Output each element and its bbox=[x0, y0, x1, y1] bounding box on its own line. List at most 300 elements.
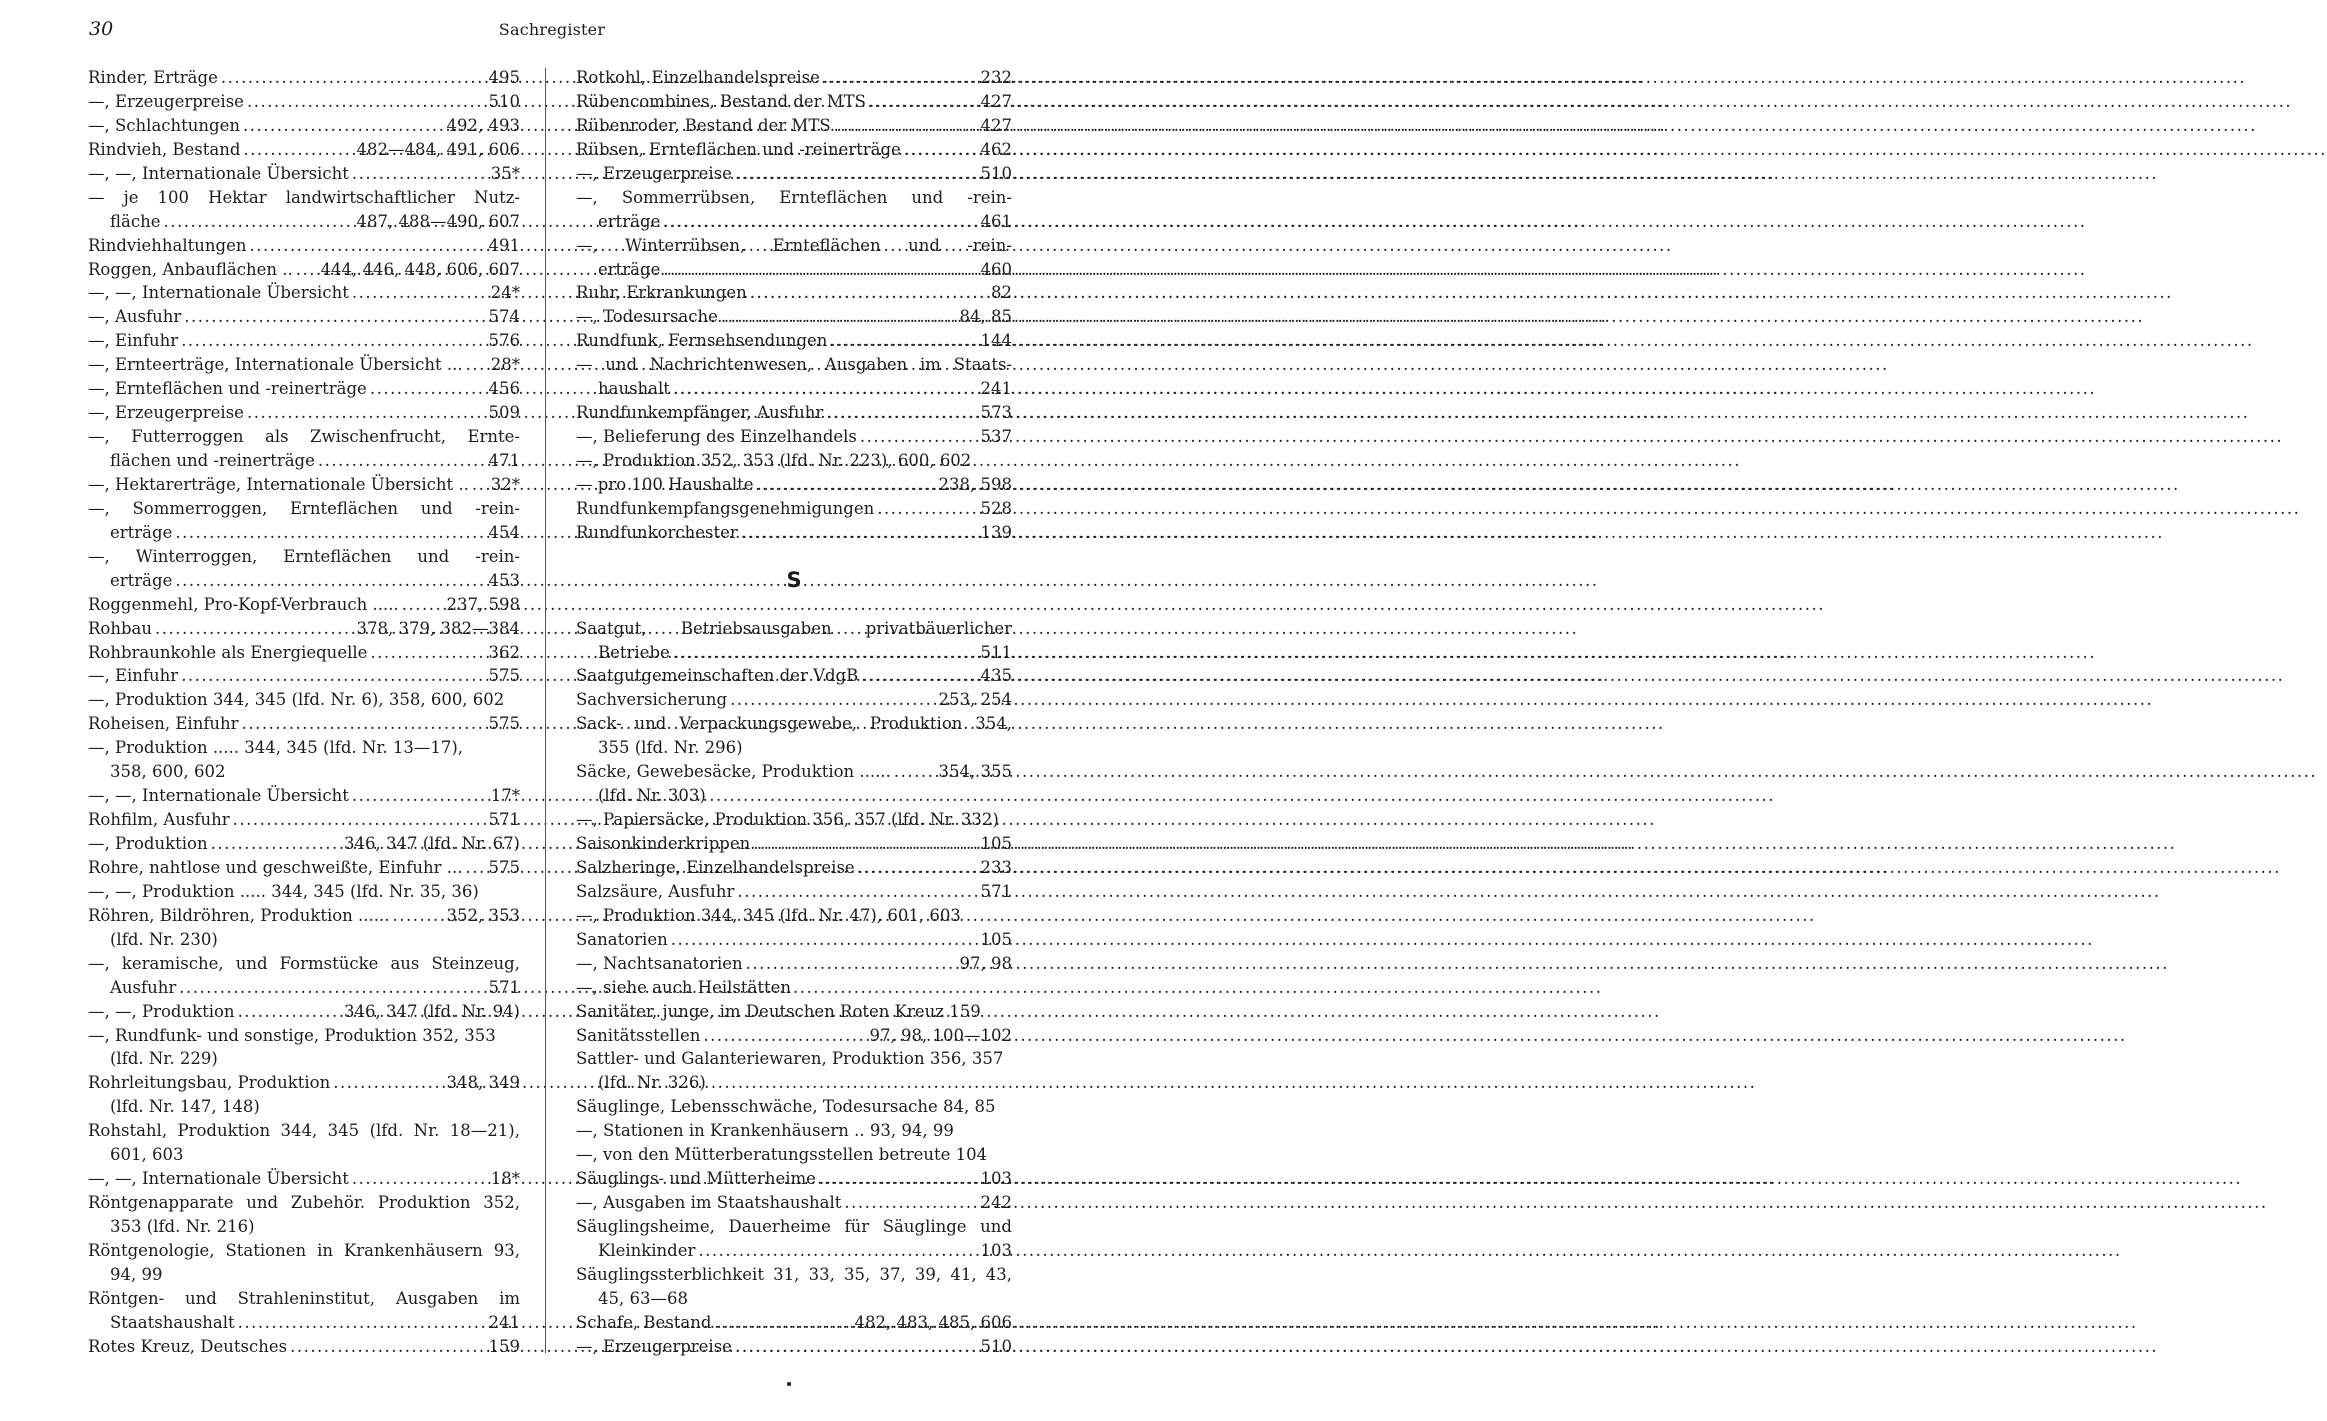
index-entry bbox=[88, 712, 520, 736]
index-entry bbox=[576, 1311, 1012, 1335]
dot-leader bbox=[181, 305, 488, 329]
dot-leader bbox=[695, 1239, 980, 1263]
entry-term: (lfd. Nr. 147, 148) bbox=[110, 1097, 260, 1117]
running-title: Sachregister bbox=[498, 20, 606, 39]
dot-leader bbox=[367, 641, 488, 665]
entry-term: —, —, Produktion bbox=[88, 1001, 235, 1021]
index-entry bbox=[576, 808, 1012, 832]
entry-term: erträge bbox=[110, 522, 173, 542]
entry-term: —, Einfuhr bbox=[88, 666, 179, 686]
dot-leader bbox=[700, 1024, 869, 1048]
entry-term: Röntgenapparate und Zubehör. Produktion 352, bbox=[88, 1193, 520, 1213]
entry-term: —, Einfuhr bbox=[88, 331, 179, 351]
index-entry bbox=[88, 281, 520, 305]
index-entry bbox=[88, 1071, 520, 1095]
entry-term: erträge bbox=[598, 259, 661, 279]
page-reference: 453 bbox=[488, 570, 520, 590]
index-entry bbox=[88, 1024, 520, 1048]
entry-term: Salzsäure, Ausfuhr bbox=[576, 881, 735, 901]
index-entry bbox=[576, 856, 1012, 880]
index-entry bbox=[576, 1095, 1012, 1119]
entry-term: Rotes Kreuz, Deutsches bbox=[88, 1336, 288, 1356]
entry-term: 45, 63—68 bbox=[598, 1288, 688, 1308]
dot-leader bbox=[240, 114, 447, 138]
page-reference: 139 bbox=[980, 522, 1012, 542]
entry-term: —, Ausfuhr bbox=[88, 307, 182, 327]
index-entry-continuation bbox=[576, 210, 1012, 234]
entry-term: Roheisen, Einfuhr bbox=[88, 714, 239, 734]
index-entry bbox=[576, 449, 1012, 473]
dot-leader bbox=[827, 329, 980, 353]
page-reference: 471 bbox=[488, 451, 520, 470]
entry-term: Rohrleitungsbau, Produktion bbox=[88, 1073, 331, 1093]
dot-leader bbox=[349, 162, 491, 186]
page-reference: 487, 488—490, 607 bbox=[356, 211, 520, 231]
entry-term: Staatshaushalt bbox=[110, 1312, 235, 1332]
entry-term: —, Todesursache bbox=[576, 307, 718, 327]
entry-term: —, Winterroggen, Ernteflächen und -rein- bbox=[88, 546, 520, 566]
dot-leader bbox=[246, 234, 488, 258]
entry-term: (lfd. Nr. 303) bbox=[598, 786, 706, 806]
page-reference: 17* bbox=[490, 786, 520, 806]
index-entry bbox=[576, 186, 1012, 210]
entry-term: Rundfunkempfänger, Ausfuhr bbox=[576, 403, 824, 423]
entry-term: —, Ernteflächen und -reinerträge bbox=[88, 379, 367, 399]
entry-term: 353 (lfd. Nr. 216) bbox=[110, 1217, 255, 1236]
dot-leader bbox=[891, 760, 939, 784]
index-entry-continuation bbox=[88, 1215, 520, 1239]
index-entry bbox=[576, 305, 1012, 329]
index-entry bbox=[88, 473, 520, 497]
entry-term: Rundfunkorchester bbox=[576, 522, 738, 542]
entry-term: fläche bbox=[110, 211, 161, 231]
dot-leader bbox=[349, 1167, 491, 1191]
page-reference: 105 bbox=[980, 929, 1012, 949]
dot-leader bbox=[734, 880, 980, 904]
index-entry bbox=[88, 1335, 520, 1359]
dot-leader bbox=[660, 210, 980, 234]
entry-term: —, Erzeugerpreise bbox=[88, 91, 244, 111]
index-entry-continuation bbox=[88, 976, 520, 1000]
index-entry bbox=[88, 808, 520, 832]
index-entry-continuation bbox=[576, 1071, 1012, 1095]
dot-leader bbox=[463, 856, 489, 880]
index-entry bbox=[576, 1047, 1012, 1071]
dot-leader bbox=[160, 210, 356, 234]
entry-term: —, von den Mütterberatungsstellen betreute 104 bbox=[576, 1145, 988, 1165]
entry-term: —, Stationen in Krankenhäusern .. 93, 94, 99 bbox=[576, 1121, 954, 1141]
page-reference: 28* bbox=[490, 355, 520, 375]
index-entry-continuation bbox=[576, 784, 1012, 808]
index-entry bbox=[88, 904, 520, 928]
dot-leader bbox=[349, 281, 491, 305]
entry-term: —, Erzeugerpreise bbox=[576, 1336, 732, 1356]
dot-leader bbox=[660, 258, 980, 282]
entry-term: Sattler- und Galanteriewaren, Produktion 356, 357 bbox=[576, 1049, 1004, 1069]
entry-term: (lfd. Nr. 230) bbox=[110, 929, 218, 949]
entry-term: Rinder, Erträge bbox=[88, 68, 218, 87]
page-reference: 461 bbox=[980, 211, 1012, 231]
stray-dot-mark bbox=[787, 1382, 791, 1386]
index-entry bbox=[88, 114, 520, 138]
page-reference: 354, 355 bbox=[938, 762, 1012, 782]
index-entry-continuation bbox=[88, 569, 520, 593]
dot-leader bbox=[390, 904, 447, 928]
entry-term: —, —, Internationale Übersicht bbox=[88, 1169, 349, 1189]
entry-term: Säuglingssterblichkeit 31, 33, 35, 37, 39, 41, 43, bbox=[576, 1264, 1012, 1284]
dot-leader bbox=[178, 664, 488, 688]
entry-term: Kleinkinder bbox=[598, 1240, 696, 1260]
index-entry-continuation bbox=[576, 377, 1012, 401]
page-reference: 435 bbox=[980, 666, 1012, 686]
page-number: 30 bbox=[89, 18, 114, 40]
page-reference: 84, 85 bbox=[959, 307, 1012, 327]
index-entry bbox=[576, 1191, 1012, 1215]
index-entry bbox=[88, 736, 520, 760]
index-entry bbox=[576, 281, 1012, 305]
index-entry-continuation bbox=[88, 1263, 520, 1287]
dot-leader bbox=[235, 1311, 489, 1335]
entry-term: Säuglings- und Mütterheime bbox=[576, 1169, 816, 1189]
entry-term: Rohstahl, Produktion 344, 345 (lfd. Nr. 18—21), bbox=[88, 1121, 520, 1141]
page-reference: 528 bbox=[980, 498, 1012, 518]
entry-term: —, siehe auch Heilstätten bbox=[576, 977, 792, 997]
page-reference: 97, 98 bbox=[959, 953, 1012, 973]
entry-term: Röntgen- und Strahleninstitut, Ausgaben im bbox=[88, 1288, 520, 1308]
entry-term: erträge bbox=[110, 570, 173, 590]
index-entry bbox=[88, 258, 520, 282]
index-entry-continuation bbox=[576, 1239, 1012, 1263]
page-reference: 105 bbox=[980, 834, 1012, 854]
index-entry bbox=[576, 114, 1012, 138]
index-entry bbox=[576, 760, 1012, 784]
index-entry bbox=[576, 497, 1012, 521]
index-entry bbox=[88, 952, 520, 976]
index-entry bbox=[576, 928, 1012, 952]
page-reference: 571 bbox=[488, 810, 520, 830]
entry-term: erträge bbox=[598, 211, 661, 231]
index-entry bbox=[576, 1119, 1012, 1143]
index-entry bbox=[576, 688, 1012, 712]
entry-term: —, Futterroggen als Zwischenfrucht, Ernte- bbox=[88, 427, 520, 447]
index-entry-continuation bbox=[88, 928, 520, 952]
index-entry bbox=[88, 1119, 520, 1143]
page-reference: 491 bbox=[488, 235, 520, 255]
index-entry bbox=[576, 1000, 1012, 1024]
index-entry bbox=[576, 1143, 1012, 1167]
entry-term: —, —, Internationale Übersicht bbox=[88, 786, 349, 806]
page-reference: 460 bbox=[980, 259, 1012, 279]
dot-leader bbox=[230, 808, 489, 832]
page-reference: 495 bbox=[488, 68, 520, 87]
letter-heading: S bbox=[786, 567, 802, 592]
entry-term: Rübsen, Ernteflächen und -reinerträge bbox=[576, 139, 901, 159]
dot-leader bbox=[747, 281, 991, 305]
entry-term: Saisonkinderkrippen bbox=[576, 834, 751, 854]
dot-leader bbox=[287, 1335, 488, 1359]
page-reference: 454 bbox=[488, 522, 520, 542]
entry-term: —, keramische, und Formstücke aus Steinzeug, bbox=[88, 953, 520, 973]
dot-leader bbox=[841, 1191, 980, 1215]
entry-term: —, Hektarerträge, Internationale Übersicht .. bbox=[88, 474, 469, 494]
entry-term: Rübenroder, Bestand der MTS bbox=[576, 115, 831, 135]
entry-term: 94, 99 bbox=[110, 1264, 163, 1284]
entry-term: Salzheringe, Einzelhandelspreise bbox=[576, 857, 855, 877]
entry-term: haushalt bbox=[598, 379, 670, 399]
index-entry bbox=[88, 1167, 520, 1191]
page-reference: 462 bbox=[980, 139, 1012, 159]
page-reference: 233 bbox=[980, 857, 1012, 877]
index-entry bbox=[576, 90, 1012, 114]
page-reference: 18* bbox=[490, 1169, 520, 1189]
dot-leader bbox=[469, 473, 491, 497]
dot-leader bbox=[208, 832, 344, 856]
page-reference: 35* bbox=[490, 163, 520, 183]
index-entry bbox=[88, 377, 520, 401]
index-entry bbox=[576, 401, 1012, 425]
page-reference: 444, 446, 448, 606, 607 bbox=[320, 259, 520, 279]
page-reference: 427 bbox=[980, 91, 1012, 111]
index-entry bbox=[88, 186, 520, 210]
dot-leader bbox=[244, 90, 489, 114]
dot-leader bbox=[235, 1000, 344, 1024]
index-entry bbox=[576, 712, 1012, 736]
index-entry bbox=[88, 688, 520, 712]
dot-leader bbox=[172, 521, 488, 545]
dot-leader bbox=[750, 832, 980, 856]
index-entry bbox=[88, 641, 520, 665]
index-entry-continuation bbox=[88, 210, 520, 234]
index-entry bbox=[576, 473, 1012, 497]
entry-term: —, Nachtsanatorien bbox=[576, 953, 743, 973]
dot-leader bbox=[855, 856, 981, 880]
page-reference: 571 bbox=[980, 881, 1012, 901]
index-entry bbox=[88, 162, 520, 186]
index-entry bbox=[88, 234, 520, 258]
dot-leader bbox=[866, 90, 981, 114]
page-reference: 510 bbox=[980, 163, 1012, 183]
entry-term: Sanitäter, junge, im Deutschen Roten Kreuz 159 bbox=[576, 1001, 981, 1021]
entry-term: 358, 600, 602 bbox=[110, 762, 226, 782]
index-entry bbox=[88, 329, 520, 353]
page-reference: 427 bbox=[980, 115, 1012, 135]
index-column-left bbox=[88, 66, 520, 1359]
index-entry-continuation bbox=[576, 258, 1012, 282]
page-reference: 24* bbox=[490, 283, 520, 303]
page-reference: 509 bbox=[488, 403, 520, 423]
entry-term: 355 (lfd. Nr. 296) bbox=[598, 738, 743, 758]
entry-term: —, Produktion bbox=[88, 834, 208, 853]
entry-term: Saatgutgemeinschaften der VdgB bbox=[576, 666, 859, 686]
entry-term: —, Rundfunk- und sonstige, Produktion 352, 353 bbox=[88, 1025, 496, 1045]
index-entry bbox=[88, 90, 520, 114]
page-reference: 492, 493 bbox=[446, 115, 520, 135]
index-entry-continuation bbox=[576, 736, 1012, 760]
dot-leader bbox=[754, 473, 939, 497]
dot-leader bbox=[820, 66, 981, 90]
dot-leader bbox=[711, 1311, 854, 1335]
entry-term: Saatgut, Betriebsausgaben privatbäuerlicher bbox=[576, 618, 1012, 638]
entry-term: Schafe, Bestand bbox=[576, 1312, 712, 1332]
dot-leader bbox=[727, 688, 938, 712]
dot-leader bbox=[293, 258, 321, 282]
index-entry bbox=[576, 162, 1012, 186]
index-entry bbox=[88, 880, 520, 904]
entry-term: Rohbraunkohle als Energiequelle bbox=[88, 642, 368, 662]
index-entry bbox=[576, 952, 1012, 976]
index-entry-continuation bbox=[576, 1287, 1012, 1311]
dot-leader bbox=[244, 401, 489, 425]
dot-leader bbox=[858, 664, 980, 688]
entry-term: —, Papiersäcke, Produktion 356, 357 (lfd. Nr. 332) bbox=[576, 810, 999, 830]
entry-term: Ruhr, Erkrankungen bbox=[576, 283, 747, 303]
entry-term: —, —, Produktion ..... 344, 345 (lfd. Nr. 35, 36) bbox=[88, 881, 479, 901]
page-reference: 103 bbox=[980, 1169, 1012, 1189]
entry-term: flächen und -reinerträge bbox=[110, 451, 315, 470]
entry-term: Rohre, nahtlose und geschweißte, Einfuhr ... bbox=[88, 857, 463, 877]
entry-term: Ausfuhr bbox=[110, 977, 177, 997]
dot-leader bbox=[178, 329, 488, 353]
page-reference: 238, 598 bbox=[938, 474, 1012, 494]
dot-leader bbox=[831, 114, 981, 138]
index-entry bbox=[576, 353, 1012, 377]
dot-leader bbox=[670, 377, 981, 401]
dot-leader bbox=[315, 449, 489, 473]
page-reference: 237, 598 bbox=[446, 594, 520, 614]
index-entry-continuation bbox=[88, 1143, 520, 1167]
dot-leader bbox=[874, 497, 980, 521]
entry-term: Rundfunk, Fernsehsendungen bbox=[576, 331, 828, 351]
entry-term: — je 100 Hektar landwirtschaftlicher Nutz- bbox=[88, 187, 520, 207]
index-entry bbox=[576, 234, 1012, 258]
page-reference: 82 bbox=[991, 283, 1012, 303]
entry-term: Betriebe bbox=[598, 642, 670, 662]
index-entry bbox=[88, 784, 520, 808]
entry-term: Röntgenologie, Stationen in Krankenhäusern 93, bbox=[88, 1240, 520, 1260]
entry-term: — und Nachrichtenwesen, Ausgaben im Staats- bbox=[576, 355, 1012, 375]
page-reference: 510 bbox=[980, 1336, 1012, 1356]
page-reference: 482, 483, 485, 606 bbox=[854, 1312, 1012, 1332]
entry-term: —, Ausgaben im Staatshaushalt bbox=[576, 1193, 842, 1213]
dot-leader bbox=[349, 784, 491, 808]
dot-leader bbox=[239, 712, 489, 736]
page-reference: 456 bbox=[488, 379, 520, 399]
index-column-right bbox=[576, 66, 1012, 1359]
dot-leader bbox=[732, 1335, 981, 1359]
index-entry-continuation bbox=[88, 449, 520, 473]
dot-leader bbox=[330, 1071, 446, 1095]
index-entry bbox=[576, 664, 1012, 688]
entry-term: —, —, Internationale Übersicht bbox=[88, 283, 349, 303]
index-entry bbox=[88, 401, 520, 425]
page-reference: 482—484, 491, 606 bbox=[356, 139, 520, 159]
entry-term: —, Ernteerträge, Internationale Übersicht ... bbox=[88, 355, 463, 375]
index-entry bbox=[88, 425, 520, 449]
page-reference: 242 bbox=[980, 1193, 1012, 1213]
page-reference: 348, 349 bbox=[446, 1073, 520, 1093]
index-entry-continuation bbox=[88, 521, 520, 545]
index-entry bbox=[88, 1287, 520, 1311]
entry-term: —, Belieferung des Einzelhandels bbox=[576, 427, 857, 447]
page-reference: 159 bbox=[488, 1336, 520, 1356]
entry-term: (lfd. Nr. 229) bbox=[110, 1049, 218, 1069]
entry-term: —, Produktion 352, 353 (lfd. Nr. 223), 600, 602 bbox=[576, 451, 972, 470]
dot-leader bbox=[816, 1167, 981, 1191]
entry-term: 601, 603 bbox=[110, 1145, 184, 1165]
index-entry bbox=[576, 904, 1012, 928]
index-entry bbox=[88, 593, 520, 617]
dot-leader bbox=[176, 976, 488, 1000]
dot-leader bbox=[718, 305, 960, 329]
entry-term: —, Winterrübsen, Ernteflächen und -rein- bbox=[576, 235, 1012, 255]
dot-leader bbox=[670, 641, 981, 665]
index-entry bbox=[88, 664, 520, 688]
entry-term: —, Erzeugerpreise bbox=[576, 163, 732, 183]
index-entry-continuation bbox=[88, 1047, 520, 1071]
index-entry bbox=[88, 545, 520, 569]
entry-term: —, Sommerrübsen, Ernteflächen und -rein- bbox=[576, 187, 1012, 207]
dot-leader bbox=[152, 617, 357, 641]
dot-leader bbox=[901, 138, 981, 162]
index-entry bbox=[576, 617, 1012, 641]
dot-leader bbox=[668, 928, 981, 952]
dot-leader bbox=[367, 377, 489, 401]
dot-leader bbox=[172, 569, 488, 593]
index-entry bbox=[576, 1335, 1012, 1359]
page-reference: 575 bbox=[488, 666, 520, 686]
dot-leader bbox=[218, 66, 489, 90]
index-entry-continuation bbox=[88, 1095, 520, 1119]
entry-term: Säcke, Gewebesäcke, Produktion ...... bbox=[576, 762, 891, 782]
page-reference: 537 bbox=[980, 427, 1012, 447]
index-entry bbox=[576, 521, 1012, 545]
index-entry bbox=[576, 1167, 1012, 1191]
index-entry-continuation bbox=[576, 641, 1012, 665]
page-reference: 241 bbox=[488, 1312, 520, 1332]
entry-term: Säuglingsheime, Dauerheime für Säuglinge und bbox=[576, 1217, 1012, 1237]
entry-term: Sachversicherung bbox=[576, 690, 728, 710]
dot-leader bbox=[857, 425, 981, 449]
entry-term: —, Produktion 344, 345 (lfd. Nr. 6), 358, 600, 602 bbox=[88, 690, 505, 710]
entry-term: —, —, Internationale Übersicht bbox=[88, 163, 349, 183]
page-reference: 253, 254 bbox=[938, 690, 1012, 710]
index-entry-continuation bbox=[88, 760, 520, 784]
entry-term: —, Erzeugerpreise bbox=[88, 403, 244, 423]
index-entry bbox=[576, 880, 1012, 904]
entry-term: Sanitätsstellen bbox=[576, 1025, 701, 1045]
dot-leader bbox=[399, 593, 447, 617]
index-entry bbox=[576, 138, 1012, 162]
entry-term: —, Produktion 344, 345 (lfd. Nr. 47), 601, 603 bbox=[576, 905, 961, 925]
index-entry bbox=[576, 425, 1012, 449]
index-entry bbox=[88, 305, 520, 329]
entry-term: Sanatorien bbox=[576, 929, 668, 949]
index-entry bbox=[576, 66, 1012, 90]
index-entry bbox=[88, 66, 520, 90]
index-entry bbox=[88, 617, 520, 641]
entry-term: —, Schlachtungen bbox=[88, 115, 240, 135]
page-reference: 32* bbox=[490, 474, 520, 494]
page-reference: 574 bbox=[488, 307, 520, 327]
entry-term: — pro 100 Haushalte bbox=[576, 474, 754, 494]
entry-term: Rohfilm, Ausfuhr bbox=[88, 810, 230, 830]
index-entry bbox=[576, 1263, 1012, 1287]
page-reference: 362 bbox=[488, 642, 520, 662]
page-reference: 352, 353 bbox=[446, 905, 520, 925]
entry-term: Rotkohl, Einzelhandelspreise bbox=[576, 68, 820, 87]
index-entry bbox=[88, 1000, 520, 1024]
index-entry bbox=[88, 497, 520, 521]
